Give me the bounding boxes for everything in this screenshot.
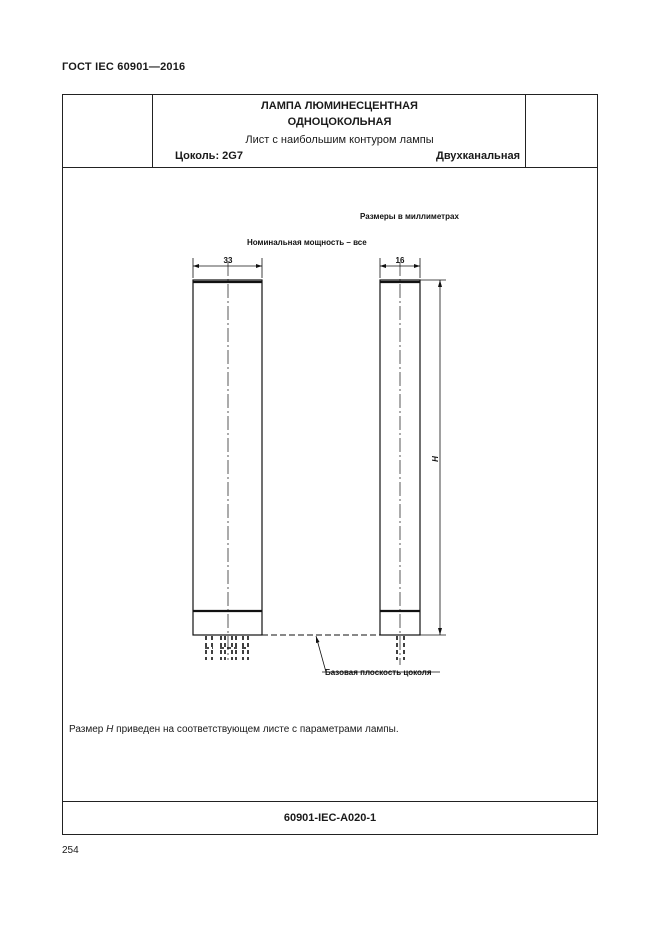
sheet-title-line1: ЛАМПА ЛЮМИНЕСЦЕНТНАЯ: [261, 100, 418, 112]
sheet-code: 60901-IEC-A020-1: [283, 812, 377, 824]
height-dimension-label: H: [431, 456, 440, 462]
lamp-front-outline: [193, 280, 262, 635]
base-type: Цоколь: 2G7: [175, 150, 243, 162]
channel-type: Двухканальная: [435, 150, 520, 162]
power-note: Номинальная мощность – все: [247, 238, 367, 247]
units-note: Размеры в миллиметрах: [360, 212, 459, 221]
note-text-start: Размер: [69, 724, 107, 735]
dimension-note: [69, 724, 399, 735]
reference-plane-label: Базовая плоскость цоколя: [325, 668, 432, 677]
sheet-subtitle: Лист с наибольшим контуром лампы: [245, 134, 434, 146]
note-text-end: приведен на соответствующем листе с параметрами лампы.: [113, 724, 399, 735]
sheet-title-line2: ОДНОЦОКОЛЬНАЯ: [287, 116, 392, 128]
front-pins: [205, 636, 249, 660]
side-pins: [397, 636, 404, 660]
depth-dimension-label: 16: [395, 256, 405, 265]
note-variable: H: [106, 724, 114, 735]
standard-designation: ГОСТ IEC 60901—2016: [62, 61, 186, 73]
width-dimension-label: 33: [223, 256, 233, 265]
page-number: 254: [62, 845, 79, 856]
